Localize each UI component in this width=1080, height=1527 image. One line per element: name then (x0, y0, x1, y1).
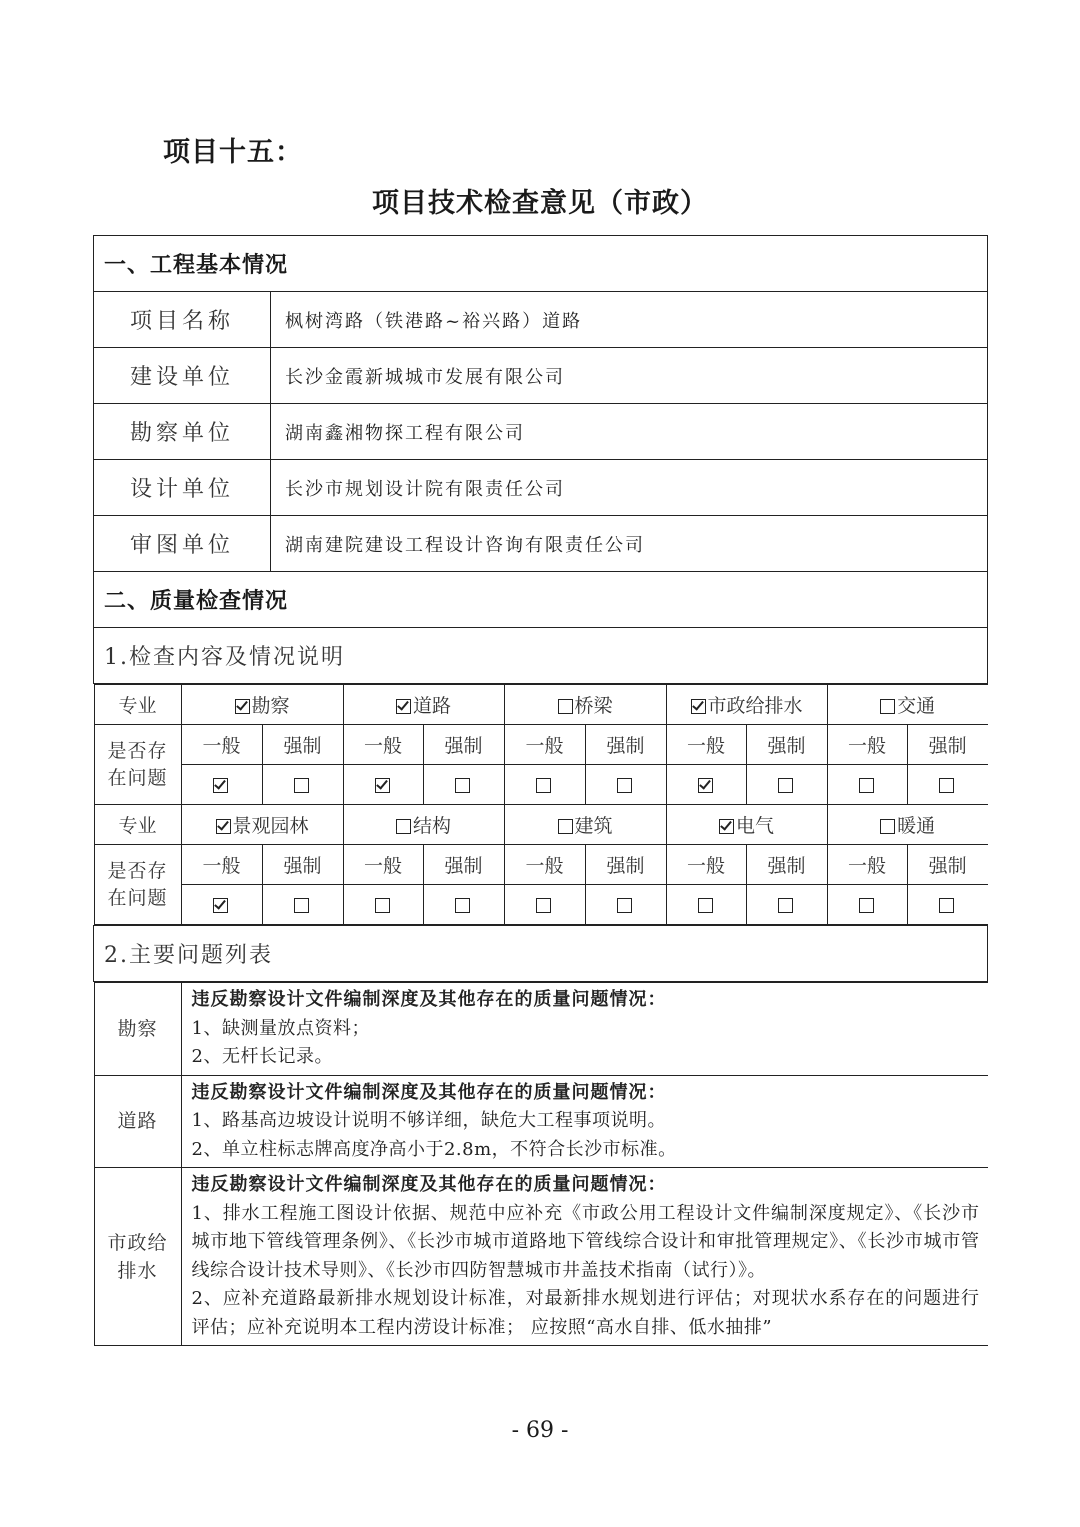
info-row (94, 460, 988, 516)
info-label: 项目名称 (94, 292, 271, 348)
specialty-cell (827, 685, 987, 725)
specialty-cell (343, 805, 504, 845)
specialty-checkbox[interactable] (396, 699, 411, 714)
specialty-checkbox[interactable] (558, 819, 573, 834)
mandatory-label: 强制 (262, 725, 343, 765)
general-check-cell (343, 885, 423, 925)
info-row (94, 404, 988, 460)
specialty-name: 结构 (413, 815, 452, 837)
info-value: 湖南建院建设工程设计咨询有限责任公司 (271, 516, 988, 572)
specialty-checkbox[interactable] (880, 819, 895, 834)
general-checkbox[interactable] (536, 778, 551, 793)
mandatory-check-cell (746, 765, 827, 805)
mandatory-checkbox[interactable] (939, 778, 954, 793)
specialty-checkbox[interactable] (880, 699, 895, 714)
mandatory-checkbox[interactable] (939, 898, 954, 913)
specialty-cell (181, 805, 343, 845)
general-label: 一般 (181, 845, 262, 885)
specialty-name: 电气 (736, 815, 775, 837)
issue-content (181, 1168, 988, 1346)
general-label: 一般 (181, 725, 262, 765)
specialty-name: 勘察 (251, 695, 290, 717)
specialty-label: 专业 (94, 805, 181, 845)
specialty-name: 桥梁 (574, 695, 613, 717)
mandatory-checkbox[interactable] (617, 898, 632, 913)
mandatory-label: 强制 (423, 725, 504, 765)
specialty-grid-wrapper (94, 684, 988, 926)
issue-line: 1、排水工程施工图设计依据、规范中应补充《市政公用工程设计文件编制深度规定》、《长沙市城市地下管线管理条例》、《长沙市城市道路地下管线综合设计和审批管理规定》、《长沙市城市管线综合设计技术导则》、《长沙市四防智慧城市井盖技术指南（试行）》。 (191, 1202, 980, 1281)
info-value: 湖南鑫湘物探工程有限公司 (271, 404, 988, 460)
mandatory-check-cell (746, 885, 827, 925)
subsection-issue-list: 2.主要问题列表 (94, 926, 988, 982)
general-check-cell (181, 885, 262, 925)
issue-heading: 违反勘察设计文件编制深度及其他存在的质量问题情况： (191, 1174, 667, 1195)
issue-text (182, 1076, 988, 1168)
mandatory-checkbox[interactable] (294, 898, 309, 913)
info-value: 枫树湾路（铁港路~裕兴路）道路 (271, 292, 988, 348)
general-checkbox[interactable] (698, 898, 713, 913)
mandatory-checkbox[interactable] (294, 778, 309, 793)
specialty-checkbox[interactable] (396, 819, 411, 834)
general-checkbox[interactable] (375, 778, 390, 793)
subsection-check-content: 1.检查内容及情况说明 (94, 628, 988, 684)
specialty-cell (181, 685, 343, 725)
info-row (94, 348, 988, 404)
mandatory-label: 强制 (746, 845, 827, 885)
issue-row (94, 983, 988, 1076)
specialty-cell (666, 805, 827, 845)
issue-row (94, 1075, 988, 1168)
issue-line: 2、单立柱标志牌高度净高小于2.8m，不符合长沙市标准。 (191, 1138, 677, 1160)
general-label: 一般 (343, 725, 423, 765)
info-label: 勘察单位 (94, 404, 271, 460)
specialty-checkbox[interactable] (691, 699, 706, 714)
specialty-checkbox[interactable] (719, 819, 734, 834)
general-checkbox[interactable] (536, 898, 551, 913)
general-label: 一般 (666, 845, 746, 885)
specialty-name: 市政给排水 (707, 695, 803, 717)
specialty-cell (666, 685, 827, 725)
general-label: 一般 (504, 725, 585, 765)
general-check-cell (504, 885, 585, 925)
issue-line: 2、无杆长记录。 (191, 1046, 333, 1067)
general-checkbox[interactable] (375, 898, 390, 913)
mandatory-check-cell (423, 765, 504, 805)
general-checkbox[interactable] (859, 778, 874, 793)
mandatory-check-cell (907, 765, 987, 805)
specialty-name: 道路 (413, 695, 452, 717)
general-label: 一般 (827, 725, 907, 765)
mandatory-label: 强制 (585, 845, 666, 885)
mandatory-check-cell (262, 765, 343, 805)
general-checkbox[interactable] (859, 898, 874, 913)
issue-line: 2、应补充道路最新排水规划设计标准，对最新排水规划进行评估；对现状水系存在的问题进行评估；应补充说明本工程内涝设计标准； 应按照“高水自排、低水抽排” (191, 1288, 980, 1338)
mandatory-label: 强制 (262, 845, 343, 885)
issue-specialty-label: 道路 (94, 1075, 181, 1168)
info-row (94, 292, 988, 348)
specialty-grid (94, 684, 988, 925)
project-number: 项目十五： (163, 137, 303, 168)
mandatory-checkbox[interactable] (778, 898, 793, 913)
section-quality-title: 二、质量检查情况 (94, 572, 988, 628)
specialty-cell (504, 805, 666, 845)
general-check-cell (504, 765, 585, 805)
specialty-checkbox[interactable] (216, 819, 231, 834)
general-check-cell (666, 765, 746, 805)
mandatory-label: 强制 (746, 725, 827, 765)
issue-line: 1、缺测量放点资料； (191, 1017, 370, 1039)
page-title: 项目技术检查意见（市政） (372, 188, 708, 219)
issue-line: 1、路基高边坡设计说明不够详细，缺危大工程事项说明。 (191, 1110, 666, 1131)
issue-heading: 违反勘察设计文件编制深度及其他存在的质量问题情况： (191, 989, 667, 1010)
mandatory-check-cell (585, 885, 666, 925)
issues-wrapper (94, 982, 988, 1347)
general-check-cell (181, 765, 262, 805)
issue-heading: 违反勘察设计文件编制深度及其他存在的质量问题情况： (191, 1081, 667, 1103)
specialty-name: 交通 (897, 695, 936, 717)
general-check-cell (343, 765, 423, 805)
mandatory-label: 强制 (907, 845, 987, 885)
specialty-name: 景观园林 (232, 815, 309, 837)
general-checkbox[interactable] (213, 778, 228, 793)
specialty-cell (504, 685, 666, 725)
issues-table (94, 982, 988, 1346)
issue-text (182, 983, 988, 1075)
issue-content (181, 1075, 988, 1168)
specialty-name: 暖通 (897, 815, 936, 837)
mandatory-check-cell (585, 765, 666, 805)
mandatory-check-cell (907, 885, 987, 925)
general-check-cell (827, 765, 907, 805)
general-check-cell (827, 885, 907, 925)
general-label: 一般 (504, 845, 585, 885)
issue-row (94, 1168, 988, 1346)
general-checkbox[interactable] (698, 778, 713, 793)
specialty-cell (343, 685, 504, 725)
mandatory-checkbox[interactable] (617, 778, 632, 793)
mandatory-checkbox[interactable] (455, 778, 470, 793)
issue-question-label: 是否存 在问题 (94, 845, 181, 925)
specialty-cell (827, 805, 987, 845)
issue-question-label: 是否存 在问题 (94, 725, 181, 805)
issue-specialty-label: 市政给 排水 (94, 1168, 181, 1346)
specialty-checkbox[interactable] (235, 699, 250, 714)
specialty-checkbox[interactable] (558, 699, 573, 714)
general-label: 一般 (343, 845, 423, 885)
info-label: 建设单位 (94, 348, 271, 404)
general-check-cell (666, 885, 746, 925)
mandatory-checkbox[interactable] (455, 898, 470, 913)
mandatory-check-cell (262, 885, 343, 925)
mandatory-check-cell (423, 885, 504, 925)
specialty-label: 专业 (94, 685, 181, 725)
info-label: 设计单位 (94, 460, 271, 516)
info-value: 长沙金霞新城城市发展有限公司 (271, 348, 988, 404)
general-checkbox[interactable] (213, 898, 228, 913)
general-label: 一般 (827, 845, 907, 885)
inspection-form (93, 235, 988, 1346)
general-label: 一般 (666, 725, 746, 765)
specialty-name: 建筑 (574, 815, 613, 837)
mandatory-label: 强制 (423, 845, 504, 885)
section-basic-info-title: 一、工程基本情况 (94, 236, 988, 292)
info-row (94, 516, 988, 572)
issue-specialty-label: 勘察 (94, 983, 181, 1076)
info-value: 长沙市规划设计院有限责任公司 (271, 460, 988, 516)
mandatory-label: 强制 (907, 725, 987, 765)
issue-content (181, 983, 988, 1076)
mandatory-label: 强制 (585, 725, 666, 765)
page-number: - 69 - (511, 1418, 569, 1443)
mandatory-checkbox[interactable] (778, 778, 793, 793)
issue-text (182, 1168, 988, 1345)
info-label: 审图单位 (94, 516, 271, 572)
